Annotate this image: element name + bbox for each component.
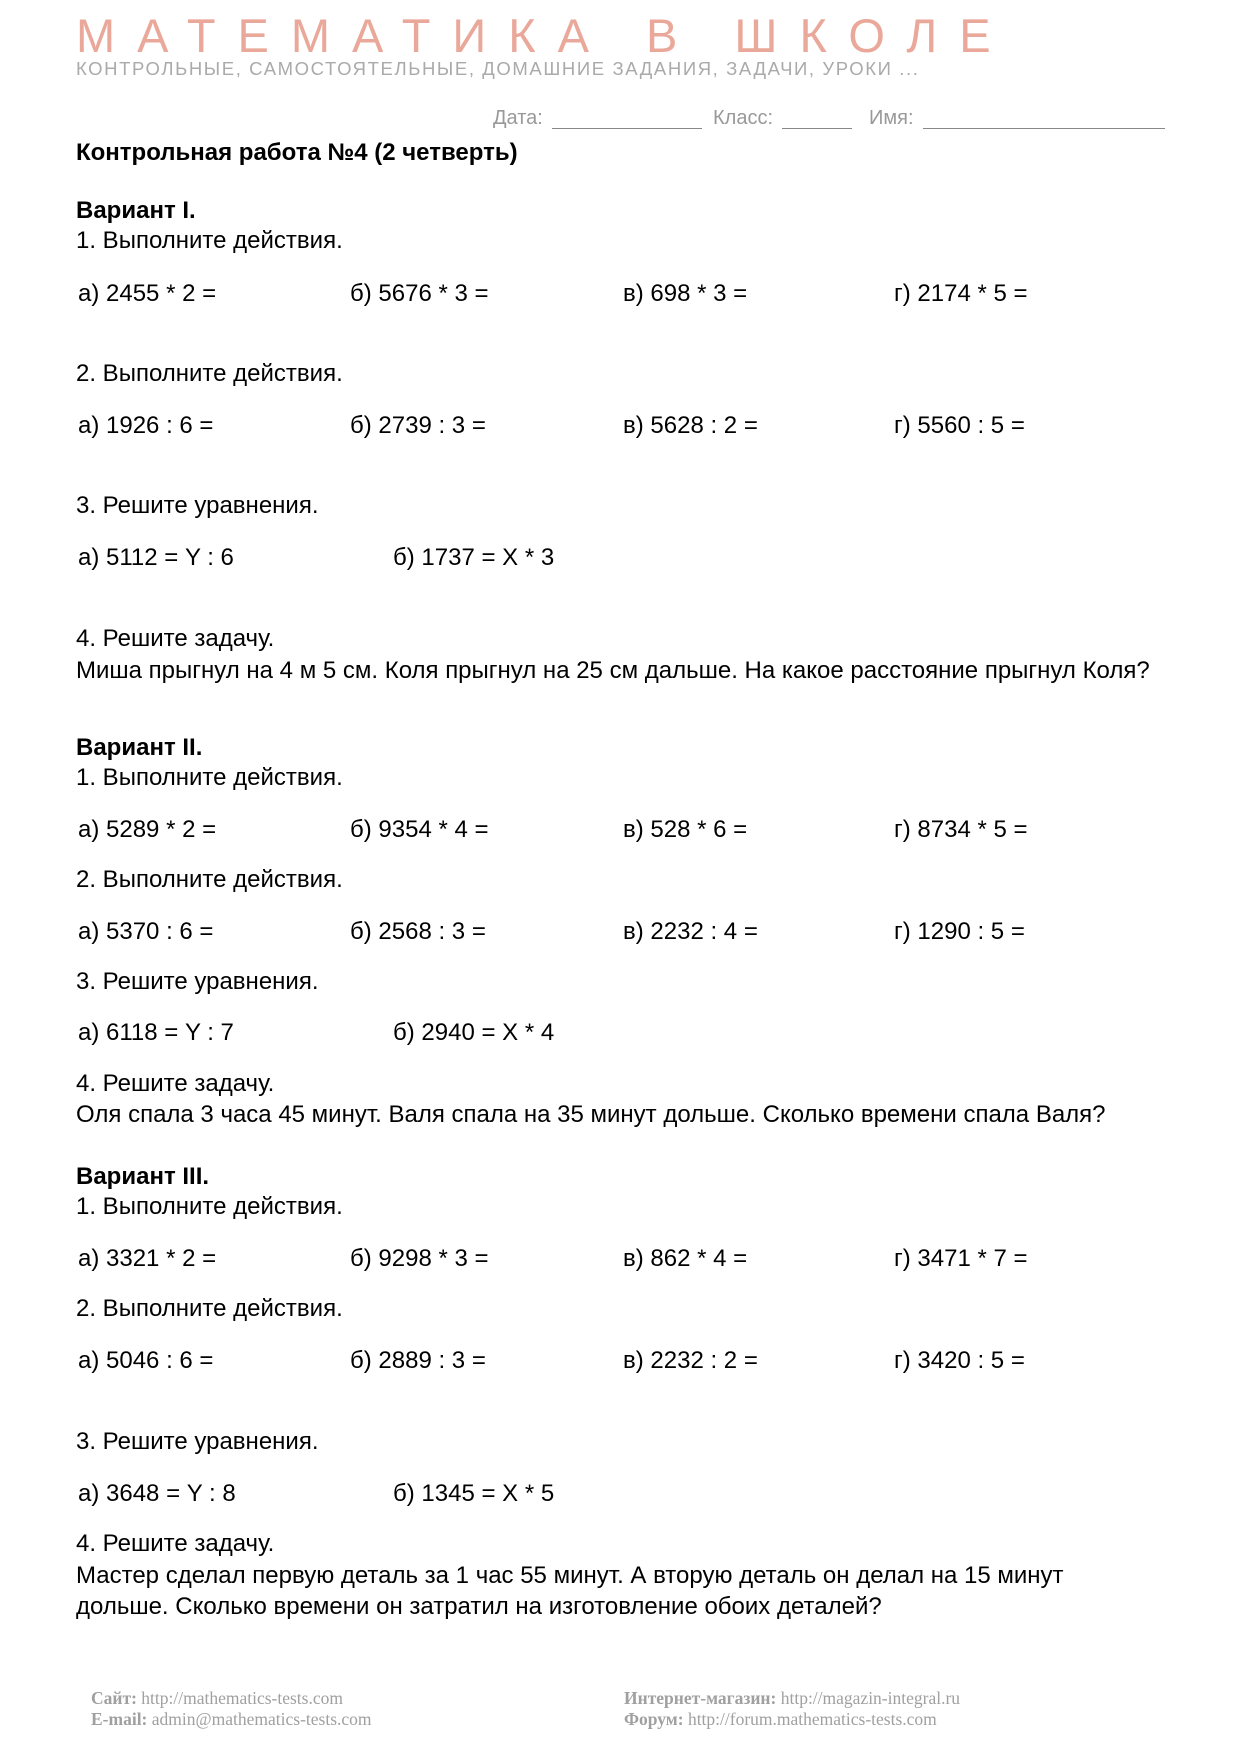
footer-shop-link[interactable]: http://magazin-integral.ru <box>780 1688 961 1708</box>
class-field[interactable] <box>782 128 852 129</box>
task-2-instruction: 2. Выполните действия. <box>76 866 343 893</box>
task-1-item: б) 9298 * 3 = <box>350 1245 489 1272</box>
task-3-item: а) 5112 = Y : 6 <box>78 544 234 571</box>
task-4-instruction: 4. Решите задачу. <box>76 1070 275 1097</box>
task-2-item: г) 5560 : 5 = <box>894 412 1025 439</box>
footer-forum-link[interactable]: http://forum.mathematics-tests.com <box>687 1709 937 1729</box>
task-1-item: г) 8734 * 5 = <box>894 816 1028 843</box>
task-4-text: Оля спала 3 часа 45 минут. Валя спала на 35 минут дольше. Сколько времени спала Валя? <box>76 1101 1106 1128</box>
task-3-item: а) 6118 = Y : 7 <box>78 1019 234 1046</box>
task-2-item: г) 1290 : 5 = <box>894 918 1025 945</box>
document-title: Контрольная работа №4 (2 четверть) <box>76 139 518 166</box>
task-1-item: г) 2174 * 5 = <box>894 280 1028 307</box>
brand-title: МАТЕМАТИКА В ШКОЛЕ <box>76 9 1013 62</box>
task-2-item: в) 2232 : 2 = <box>623 1347 758 1374</box>
task-2-item: б) 2739 : 3 = <box>350 412 486 439</box>
name-label: Имя: <box>869 107 914 129</box>
task-4-text: Миша прыгнул на 4 м 5 см. Коля прыгнул на 25 см дальше. На какое расстояние прыгнул Коля? <box>76 657 1150 684</box>
task-4-text: Мастер сделал первую деталь за 1 час 55 минут. А вторую деталь он делал на 15 минут дольше. Сколько времени он затратил на изготовление обоих деталей? <box>76 1562 1064 1620</box>
task-3-instruction: 3. Решите уравнения. <box>76 968 319 995</box>
variant-title: Вариант III. <box>76 1163 210 1190</box>
footer-site-label: Сайт: <box>91 1688 137 1708</box>
task-2-item: б) 2889 : 3 = <box>350 1347 486 1374</box>
task-2-instruction: 2. Выполните действия. <box>76 1295 343 1322</box>
variant-title: Вариант II. <box>76 734 203 761</box>
task-2-instruction: 2. Выполните действия. <box>76 360 343 387</box>
brand-subtitle: КОНТРОЛЬНЫЕ, САМОСТОЯТЕЛЬНЫЕ, ДОМАШНИЕ ЗАДАНИЯ, ЗАДАЧИ, УРОКИ ... <box>76 58 920 79</box>
task-4-instruction: 4. Решите задачу. <box>76 625 275 652</box>
task-2-item: в) 5628 : 2 = <box>623 412 758 439</box>
task-2-item: а) 1926 : 6 = <box>78 412 214 439</box>
task-1-instruction: 1. Выполните действия. <box>76 764 343 791</box>
task-1-item: б) 9354 * 4 = <box>350 816 489 843</box>
task-1-item: б) 5676 * 3 = <box>350 280 489 307</box>
footer-shop <box>624 1688 960 1709</box>
task-1-item: а) 2455 * 2 = <box>78 280 217 307</box>
footer-email-link[interactable]: admin@mathematics-tests.com <box>151 1709 372 1729</box>
task-3-item: б) 1737 = X * 3 <box>393 544 555 571</box>
footer-site-link[interactable]: http://mathematics-tests.com <box>141 1688 343 1708</box>
task-1-item: г) 3471 * 7 = <box>894 1245 1028 1272</box>
footer-shop-label: Интернет-магазин: <box>624 1688 777 1708</box>
date-field[interactable] <box>552 128 702 129</box>
footer-forum-label: Форум: <box>624 1709 684 1729</box>
task-1-item: в) 528 * 6 = <box>623 816 748 843</box>
footer-forum <box>624 1709 937 1730</box>
footer-email <box>91 1709 372 1730</box>
footer-email-label: E-mail: <box>91 1709 148 1729</box>
task-2-item: г) 3420 : 5 = <box>894 1347 1025 1374</box>
task-4-instruction: 4. Решите задачу. <box>76 1530 275 1557</box>
task-3-item: б) 2940 = X * 4 <box>393 1019 555 1046</box>
task-2-item: а) 5046 : 6 = <box>78 1347 214 1374</box>
task-3-instruction: 3. Решите уравнения. <box>76 1428 319 1455</box>
class-label: Класс: <box>713 107 773 129</box>
task-1-instruction: 1. Выполните действия. <box>76 1193 343 1220</box>
task-1-item: в) 698 * 3 = <box>623 280 748 307</box>
task-2-item: б) 2568 : 3 = <box>350 918 486 945</box>
name-field[interactable] <box>923 128 1165 129</box>
footer-site <box>91 1688 343 1709</box>
variant-title: Вариант I. <box>76 197 196 224</box>
date-label: Дата: <box>493 107 543 129</box>
task-3-item: б) 1345 = X * 5 <box>393 1480 555 1507</box>
task-1-item: в) 862 * 4 = <box>623 1245 748 1272</box>
task-1-item: а) 5289 * 2 = <box>78 816 217 843</box>
task-1-item: а) 3321 * 2 = <box>78 1245 217 1272</box>
task-3-instruction: 3. Решите уравнения. <box>76 492 319 519</box>
task-2-item: в) 2232 : 4 = <box>623 918 758 945</box>
task-1-instruction: 1. Выполните действия. <box>76 227 343 254</box>
task-3-item: а) 3648 = Y : 8 <box>78 1480 236 1507</box>
task-2-item: а) 5370 : 6 = <box>78 918 214 945</box>
